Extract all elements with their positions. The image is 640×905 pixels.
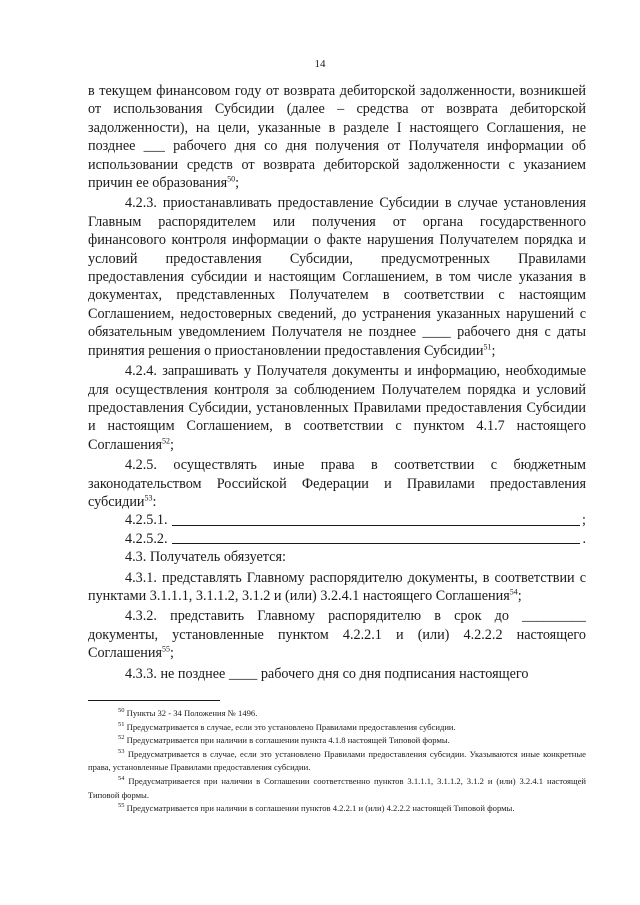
footnote-51: $^{51}$ Предусматривается в случае, если это установлено Правилами предоставления субсидии. [118, 720, 456, 732]
footnote-ref: 52 [161, 435, 170, 445]
footnote-52: $^{52}$ Предусматривается при наличии в соглашении пункта 4.1.8 настоящей Типовой формы. [118, 734, 450, 746]
footnote-ref: 55 [161, 644, 170, 654]
paragraph-4-3-3: 4.3.3. не позднее ____ рабочего дня со дня подписания настоящего [125, 665, 529, 682]
blank-line [172, 525, 580, 526]
fill-line-4-2-5-1: 4.2.5.1. ; [125, 512, 586, 529]
document-body [88, 82, 586, 683]
blank-line [172, 543, 581, 544]
paragraph-continued: в текущем финансовом году от возврата дебиторской задолженности, возникшей от использования Субсидии (далее – средства от возврата дебиторской задолженности), на цели, указанные в разделе I настоящего Соглашения, не позднее ___ рабочего дня со дня получения от Получателя информации об использовании средств от возврата дебиторской задолженности с указанием причин ее образования$^{50}$; [88, 83, 586, 192]
footnote-ref: 54 [509, 587, 518, 597]
footnote-ref: 50 [227, 174, 236, 184]
footnote-ref: 51 [483, 341, 492, 351]
footnotes [88, 700, 586, 816]
footnote-53: $^{53}$ Предусматривается в случае, если это установлено Правилами предоставления субсидии. Указываются иные конкретные права, установленные Правилами предоставления субсидии. [88, 747, 586, 773]
footnote-55: $^{55}$ Предусматривается при наличии в соглашении пунктов 4.2.2.1 и (или) 4.2.2.2 настоящей Типовой формы. [118, 802, 515, 814]
footnote-50: $^{50}$ Пункты 32 - 34 Положения № 1496. [118, 707, 258, 718]
fill-line-4-2-5-2: 4.2.5.2. . [125, 530, 586, 547]
paragraph-4-3: 4.3. Получатель обязуется: [125, 549, 286, 566]
paragraph-4-2-3: 4.2.3. приостанавливать предоставление Субсидии в случае установления Главным распорядителем или получения от органа государственного финансового контроля информации о факте нарушения Получателем порядка и условий предоставления Субсидии, предусмотренных Правилами предоставления субсидии и настоящим Соглашением, в том числе указания в документах, представленных Получателем в соответствии с настоящим Соглашением, недостоверных сведений, до устранения указанных нарушений с обязательным уведомлением Получателя не позднее ____ рабочего дня с даты принятия решения о приостановлении предоставления Субсидии$^{51}$; [88, 195, 586, 359]
paragraph-4-3-2: 4.3.2. представить Главному распорядителю в срок до _________ документы, установленные пунктом 4.2.2.1 и (или) 4.2.2.2 настоящего Соглашения$^{55}$; [88, 608, 586, 662]
footnote-ref: 53 [144, 493, 153, 503]
footnote-54: $^{54}$ Предусматривается при наличии в Соглашении соответственно пунктов 3.1.1.1, 3.1.1.2, 3.1.2 и (или) 3.2.4.1 настоящей Типовой формы. [88, 775, 586, 800]
footnote-separator [88, 700, 220, 701]
paragraph-4-3-1: 4.3.1. представлять Главному распорядителю документы, в соответствии с пунктами 3.1.1.1, 3.1.1.2, 3.1.2 и (или) 3.2.4.1 настоящего Соглашения$^{54}$; [88, 569, 586, 604]
paragraph-4-2-5: 4.2.5. осуществлять иные права в соответствии с бюджетным законодательством Российской Федерации и Правилами предоставления субсидии$^{53}$: [88, 457, 586, 510]
paragraph-4-2-4: 4.2.4. запрашивать у Получателя документы и информацию, необходимые для осуществления контроля за соблюдением Получателем порядка и условий предоставления Субсидии, установленных Правилами предоставления Субсидии и настоящим Соглашением, в соответствии с пунктом 4.1.7 настоящего Соглашения$^{52}$; [88, 363, 586, 453]
page-number: 14 [314, 58, 326, 70]
